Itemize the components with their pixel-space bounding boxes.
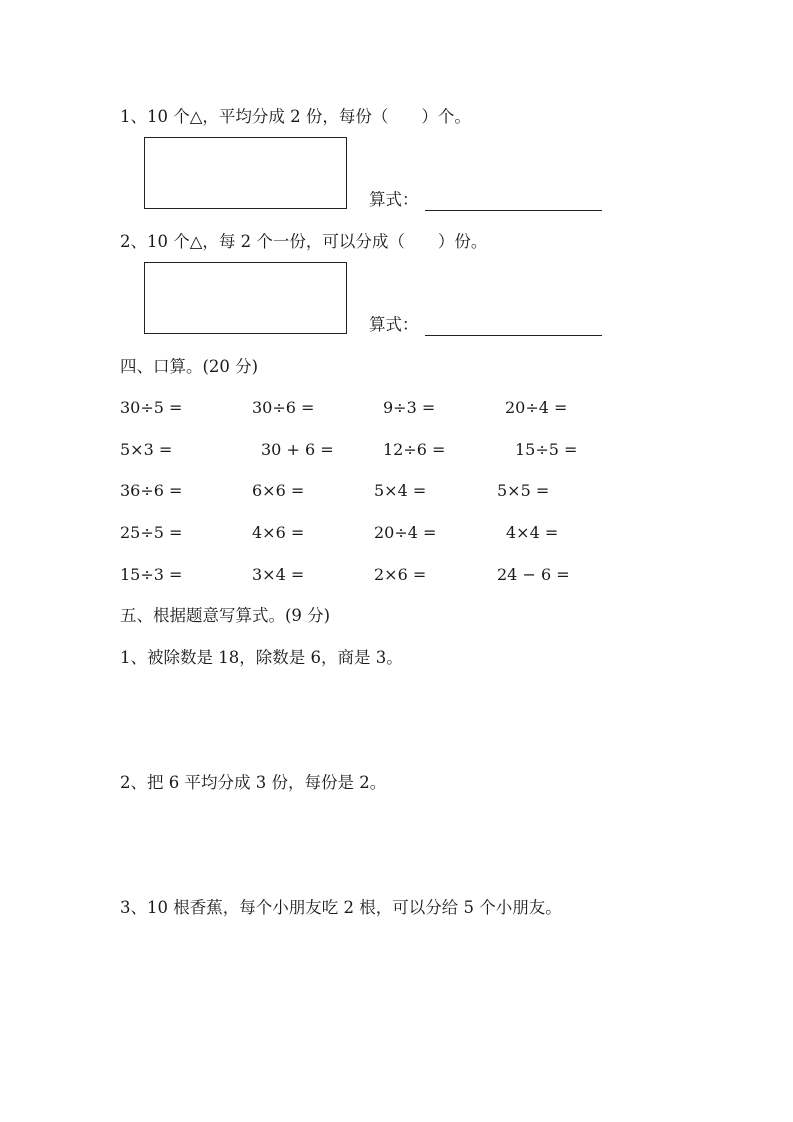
calc-item: 24 − 6 = <box>497 565 570 584</box>
calc-item: 4×6 = <box>252 523 305 542</box>
calc-item: 30 + 6 = <box>261 440 334 459</box>
calc-item: 2×6 = <box>374 565 427 584</box>
formula-label-2: 算式： <box>369 315 419 334</box>
calc-item: 36÷6 = <box>120 481 183 500</box>
calc-item: 20÷4 = <box>505 398 568 417</box>
calc-item: 4×4 = <box>506 523 559 542</box>
formula-label-1: 算式： <box>369 190 419 209</box>
formula-answer-line-1[interactable] <box>425 190 602 211</box>
section-5-question-3: 3、10 根香蕉，每个小朋友吃 2 根，可以分给 5 个小朋友。 <box>120 898 562 917</box>
calc-item: 5×4 = <box>374 481 427 500</box>
section-5-question-2: 2、把 6 平均分成 3 份，每份是 2。 <box>120 773 387 792</box>
calc-item: 9÷3 = <box>383 398 436 417</box>
calc-item: 6×6 = <box>252 481 305 500</box>
calc-item: 12÷6 = <box>383 440 446 459</box>
calc-item: 20÷4 = <box>374 523 437 542</box>
calc-item: 5×5 = <box>497 481 550 500</box>
calc-item: 15÷3 = <box>120 565 183 584</box>
calc-item: 30÷5 = <box>120 398 183 417</box>
calc-item: 3×4 = <box>252 565 305 584</box>
calc-item: 30÷6 = <box>252 398 315 417</box>
question-2-text: 2、10 个△，每 2 个一份，可以分成（ ）份。 <box>120 232 488 251</box>
calc-item: 15÷5 = <box>515 440 578 459</box>
formula-answer-line-2[interactable] <box>425 315 602 336</box>
drawing-box-2[interactable] <box>144 262 347 334</box>
calc-item: 25÷5 = <box>120 523 183 542</box>
question-1-text: 1、10 个△，平均分成 2 份，每份（ ）个。 <box>120 107 471 126</box>
drawing-box-1[interactable] <box>144 137 347 209</box>
section-5-question-1: 1、被除数是 18，除数是 6，商是 3。 <box>120 648 403 667</box>
section-4-title: 四、口算。(20 分) <box>120 357 259 376</box>
calc-item: 5×3 = <box>120 440 173 459</box>
section-5-title: 五、根据题意写算式。(9 分) <box>120 606 331 625</box>
